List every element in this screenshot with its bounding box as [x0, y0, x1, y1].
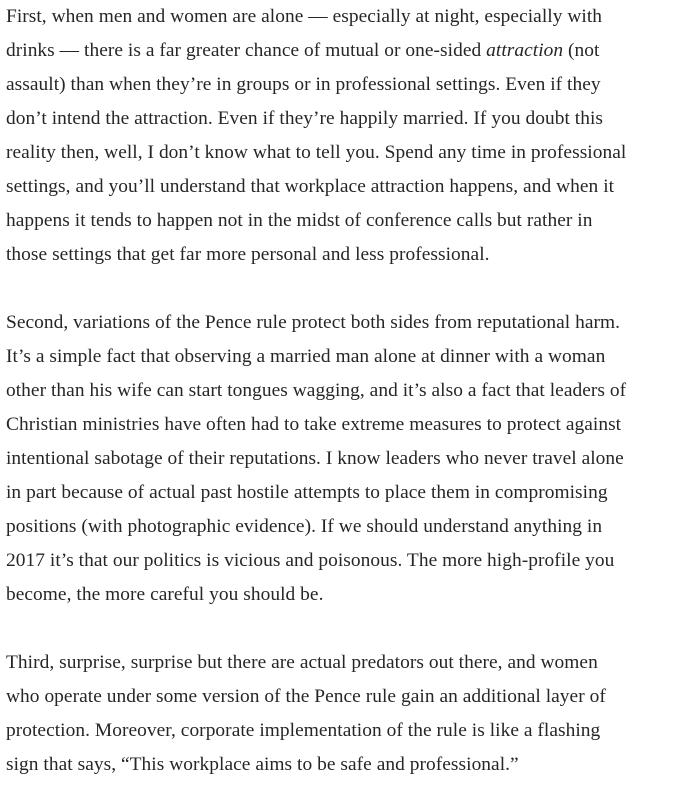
paragraph-spacer — [6, 612, 674, 646]
emphasis-text: attraction — [486, 40, 564, 61]
text-line: those settings that get far more personal and less professional. — [6, 244, 490, 265]
text-line-segment: (not — [563, 40, 600, 61]
text-line: don’t intend the attraction. Even if they’re happily married. If you doubt this — [6, 108, 604, 129]
text-line: protection. Moreover, corporate implementation of the rule is like a flashing — [6, 720, 601, 741]
text-line: who operate under some version of the Pence rule gain an additional layer of — [6, 686, 606, 707]
paragraph-first — [6, 0, 674, 272]
text-line: settings, and you’ll understand that workplace attraction happens, and when it — [6, 176, 615, 197]
text-line-segment: drinks — there is a far greater chance of mutual or one-sided — [6, 40, 487, 61]
text-line: intentional sabotage of their reputations. I know leaders who never travel alone — [6, 448, 624, 469]
text-line: happens it tends to happen not in the midst of conference calls but rather in — [6, 210, 593, 231]
text-line: become, the more careful you should be. — [6, 584, 324, 605]
paragraph-spacer — [6, 272, 674, 306]
text-line: other than his wife can start tongues wagging, and it’s also a fact that leaders of — [6, 380, 627, 401]
article-body — [6, 0, 674, 782]
text-line: Third, surprise, surprise but there are actual predators out there, and women — [6, 652, 598, 673]
text-line: It’s a simple fact that observing a married man alone at dinner with a woman — [6, 346, 606, 367]
text-line: First, when men and women are alone — especially at night, especially with — [6, 6, 603, 27]
text-line: reality then, well, I don’t know what to tell you. Spend any time in professional — [6, 142, 627, 163]
paragraph-second — [6, 306, 674, 612]
text-line: Christian ministries have often had to take extreme measures to protect against — [6, 414, 622, 435]
text-line: in part because of actual past hostile attempts to place them in compromising — [6, 482, 608, 503]
text-line: positions (with photographic evidence). If we should understand anything in — [6, 516, 603, 537]
text-line: sign that says, “This workplace aims to be safe and professional.” — [6, 754, 519, 775]
text-line: Second, variations of the Pence rule protect both sides from reputational harm. — [6, 312, 621, 333]
text-line: assault) than when they’re in groups or in professional settings. Even if they — [6, 74, 601, 95]
paragraph-third — [6, 646, 674, 782]
text-line: 2017 it’s that our politics is vicious and poisonous. The more high-profile you — [6, 550, 615, 571]
text-line — [6, 34, 674, 68]
